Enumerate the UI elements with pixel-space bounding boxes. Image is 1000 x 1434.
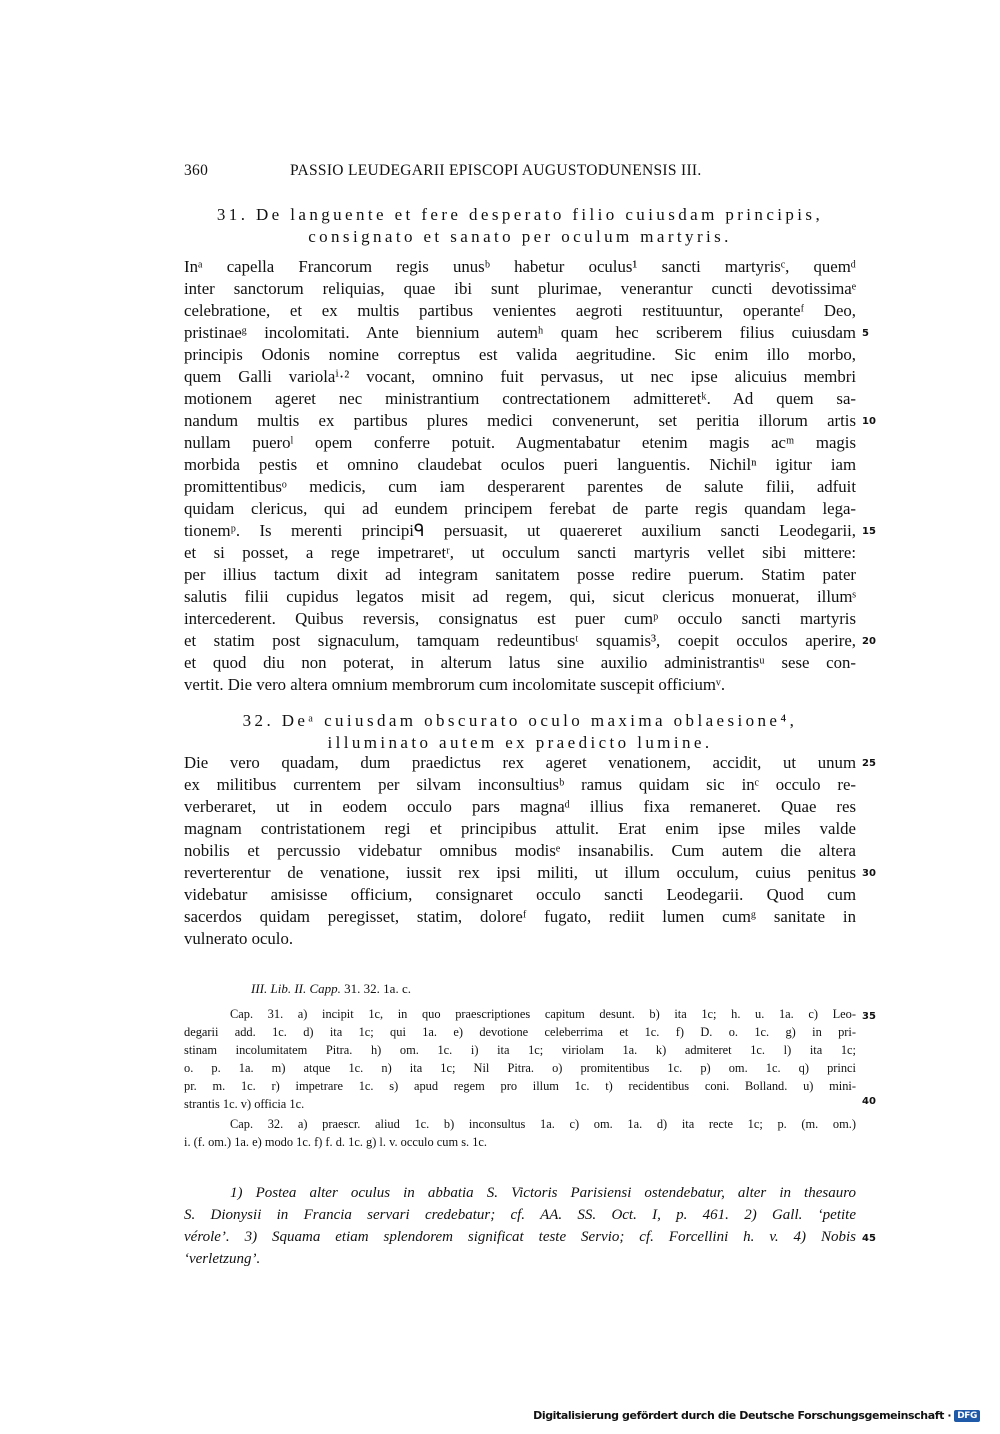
text-line: nobilis et percussio videbatur omnibus modisᵉ insanabilis. Cum autem die altera (184, 841, 856, 860)
apparatus-heading (251, 981, 411, 997)
line-number: 15 (862, 526, 876, 537)
apparatus-heading-italic: III. Lib. II. Capp. (251, 981, 341, 996)
line-number: 35 (862, 1011, 876, 1022)
text-line: quidam clericus, qui ad eundem principem ferebat de parte regis quandam lega- (184, 499, 856, 518)
apparatus-line: strantis 1c. v) officia 1c. (184, 1097, 305, 1111)
text-line: promittentibusᵒ medicis, cum iam desperarent parentes de salute filii, adfuit (184, 477, 856, 496)
running-head: PASSIO LEUDEGARII EPISCOPI AUGUSTODUNENSIS III. (290, 162, 702, 179)
text-line: verberaret, ut in eodem occulo pars magnaᵈ illius fixa remaneret. Quae res (184, 797, 856, 816)
text-line: Die vero quadam, dum praedictus rex ageret venationem, accidit, ut unum (184, 753, 856, 772)
text-line: sacerdos quidam peregisset, statim, doloreᶠ fugato, rediit lumen cumᵍ sanitate in (184, 907, 856, 926)
text-line: intercederent. Quibus reversis, consignatus est puer cumᵖ occulo sancti martyris (184, 609, 856, 628)
text-line: ex militibus currentem per silvam inconsultiusᵇ ramus quidam sic inᶜ occulo re- (184, 775, 856, 794)
text-line: vertit. Die vero altera omnium membrorum cum incolomitate suscepit officiumᵛ. (184, 675, 726, 694)
apparatus-line: i. (f. om.) 1a. e) modo 1c. f) f. d. 1c. g) l. v. occulo cum s. 1c. (184, 1135, 488, 1149)
chapter-title-line: consignato et sanato per oculum martyris. (308, 227, 732, 246)
line-number: 5 (862, 328, 869, 339)
footnote-line: vérole’. 3) Squama etiam splendorem significat teste Servio; cf. Forcellini h. v. 4) Nobis (184, 1229, 856, 1245)
text-line: videbatur amisisse officium, consignaret occulo sancti Leodegarii. Quod cum (184, 885, 856, 904)
text-line: et quod diu non poterat, in alterum latus sine auxilio administrantisᵘ sese con- (184, 653, 856, 672)
text-line: et si posset, a rege impetraretʳ, ut occulum sancti martyris vellet sibi mittere: (184, 543, 856, 562)
line-number: 10 (862, 416, 876, 427)
line-number: 20 (862, 636, 876, 647)
chapter-32-title (184, 710, 856, 754)
credit-text: Digitalisierung gefördert durch die Deutsche Forschungsgemeinschaft · (533, 1409, 952, 1422)
chapter-title-line: illuminato autem ex praedicto lumine. (327, 733, 713, 752)
line-number: 45 (862, 1233, 876, 1244)
chapter-title-line: 31. De languente et fere desperato filio cuiusdam principis, (216, 205, 824, 224)
text-line: et statim post signaculum, tamquam redeuntibusᵗ squamis³, coepit occulos aperire, (184, 631, 856, 650)
chapter-31-title (184, 204, 856, 248)
text-line: principis Odonis nomine correptus est valida aegritudine. Sic enim illo morbo, (184, 345, 856, 364)
footnote-line: ‘verletzung’. (184, 1251, 261, 1267)
line-number: 40 (862, 1096, 876, 1107)
apparatus-line: pr. m. 1c. r) impetrare 1c. s) apud regem pro illum 1c. t) recidentibus coni. Bolland. u) mini- (184, 1079, 856, 1093)
text-line: inter sanctorum reliquias, quae ibi sunt plurimae, venerantur cuncti devotissimaᵉ (184, 279, 856, 298)
text-line: per illius tactum dixit ad integram sanitatem posse redire puerum. Statim pater (184, 565, 856, 584)
dfg-logo: DFG (954, 1410, 980, 1422)
text-line: magnam contristationem regi et principibus attulit. Erat enim ipse miles valde (184, 819, 856, 838)
apparatus-heading-sigla: 31. 32. 1a. c. (344, 981, 411, 996)
apparatus-line: Cap. 31. a) incipit 1c, in quo praescriptiones capitum desunt. b) ita 1c; h. u. 1a. c) Leo- (230, 1007, 856, 1021)
text-line: morbida pestis et omnino claudebat oculos pueri languentis. Nichilⁿ igitur iam (184, 455, 856, 474)
digitization-credit (533, 1409, 980, 1422)
apparatus-line: Cap. 32. a) praescr. aliud 1c. b) inconsultus 1a. c) om. 1a. d) ita recte 1c; p. (m. om.) (230, 1117, 856, 1131)
apparatus-line: degarii add. 1c. d) ita 1c; qui 1a. e) devotione celeberrima et 1c. f) D. o. 1c. g) in pri- (184, 1025, 856, 1039)
text-line: celebratione, et ex multis partibus venientes aegroti restituuntur, operanteᶠ Deo, (184, 301, 856, 320)
page-number: 360 (184, 162, 209, 179)
text-line: quem Galli variolaⁱ·² vocant, omnino fuit pervasus, ut nec ipse alicuius membri (184, 367, 856, 386)
apparatus-line: o. p. 1a. m) atque 1c. n) ita 1c; Nil Pitra. o) promitentibus 1c. p) om. 1c. q) princi (184, 1061, 856, 1075)
footnote-line: 1) Postea alter oculus in abbatia S. Victoris Parisiensi ostendebatur, alter in thesauro (230, 1185, 856, 1201)
text-line: pristinaeᵍ incolomitati. Ante biennium autemʰ quam hec scriberem filius cuiusdam (184, 323, 856, 342)
text-line: nullam pueroˡ opem conferre potuit. Augmentabatur etenim magis acᵐ magis (184, 433, 856, 452)
text-line: reverterentur de venatione, iussit rex ipsi militi, ut illum occulum, cuius penitus (184, 863, 856, 882)
text-line: tionemᵖ. Is merenti principiᑫ persuasit, ut quaereret auxilium sancti Leodegarii, (184, 521, 856, 540)
chapter-title-line: 32. Deᵃ cuiusdam obscurato oculo maxima oblaesione⁴, (242, 711, 798, 730)
line-number: 30 (862, 868, 876, 879)
text-line: Inᵃ capella Francorum regis unusᵇ habetur oculus¹ sancti martyrisᶜ, quemᵈ (184, 257, 856, 276)
footnote-line: S. Dionysii in Francia servari credebatur; cf. AA. SS. Oct. I, p. 461. 2) Gall. ‘petite (184, 1207, 856, 1223)
text-line: salutis filii cupidus legatos misit ad regem, qui, sicut clericus monuerat, illumˢ (184, 587, 856, 606)
text-line: vulnerato oculo. (184, 929, 294, 948)
line-number: 25 (862, 758, 876, 769)
text-line: motionem ageret nec ministrantium contrectationem admitteretᵏ. Ad quem sa- (184, 389, 856, 408)
text-line: nandum multis ex partibus plures medici convenerunt, set peritia illorum artis (184, 411, 856, 430)
apparatus-line: stinam incolumitatem Pitra. h) om. 1c. i) ita 1c; viriolam 1a. k) admiteret 1c. l) ita 1c; (184, 1043, 856, 1057)
